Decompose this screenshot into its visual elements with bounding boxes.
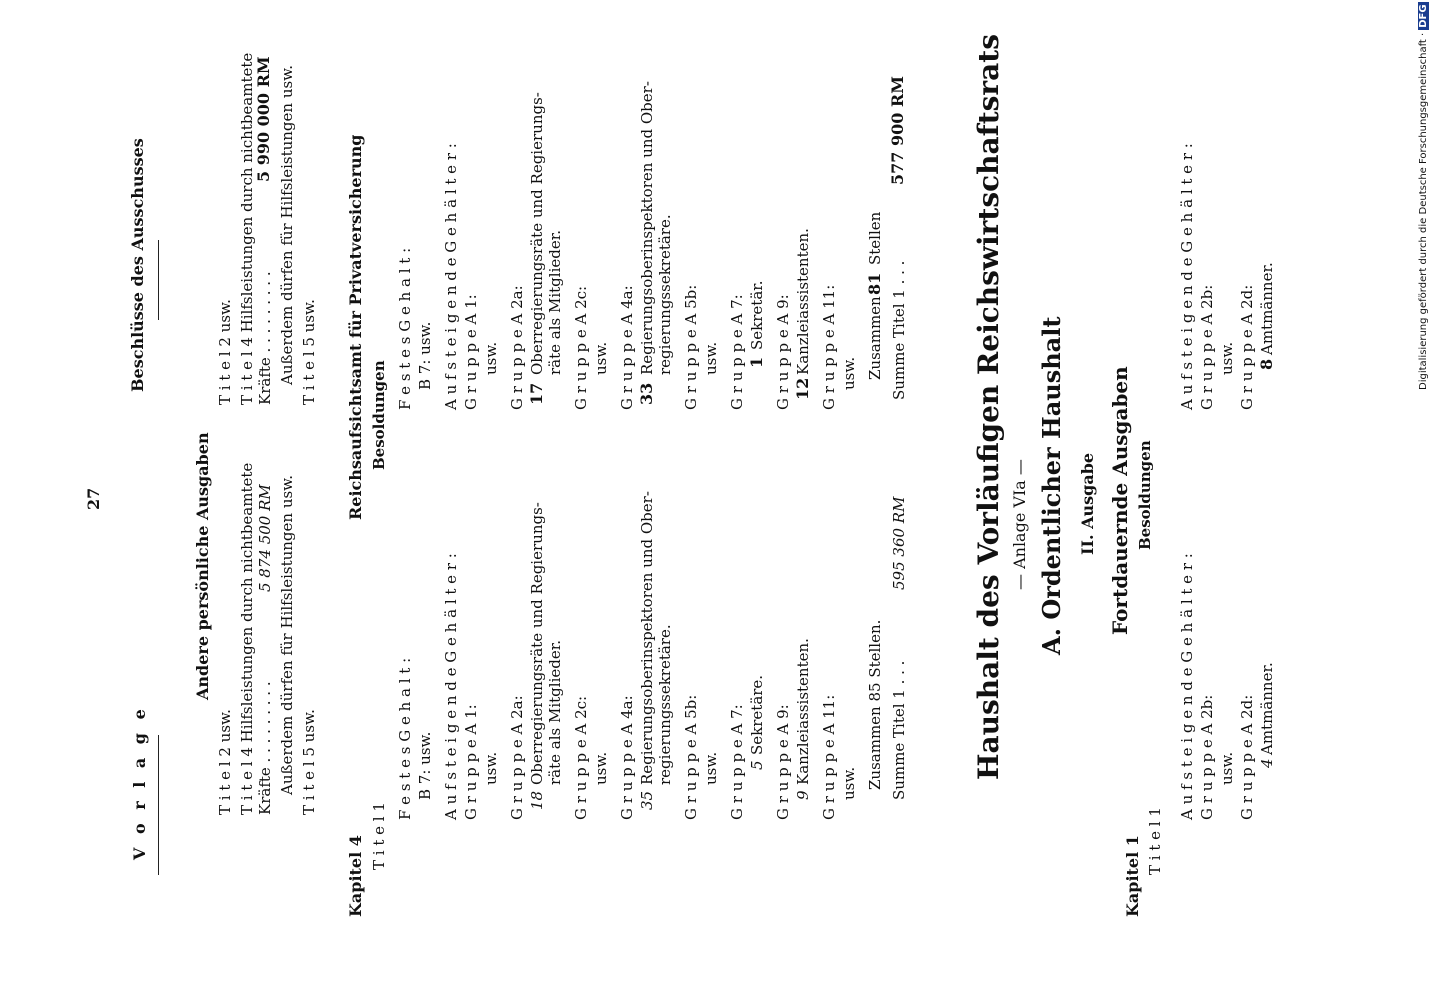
bottom-left-ga2d-count: 4 — [1258, 758, 1276, 768]
left-titel5: T i t e l 5 usw. — [300, 709, 318, 815]
ii-ausgabe: II. Ausgabe — [1078, 452, 1097, 555]
right-ga2c-usw: usw. — [592, 341, 610, 375]
left-ga7-count: 5 — [748, 760, 766, 770]
left-ga11: G r u p p e A 11: — [820, 694, 838, 820]
left-ga4a-text2: regierungssekretäre. — [656, 624, 674, 785]
vorlage-rule — [158, 735, 159, 875]
right-titel4-line1: T i t e l 4 Hilfsleistungen durch nichtbeamtete — [238, 52, 256, 405]
left-titel4-amount: 5 874 500 RM — [256, 484, 274, 592]
right-ga7-count: 1 — [747, 356, 766, 368]
left-ga4a: G r u p p e A 4a: — [618, 695, 636, 820]
right-ga2a: G r u p p e A 2a: — [508, 285, 526, 410]
right-zusammen-text: Stellen — [866, 211, 884, 265]
footer-text: Digitalisierung gefördert durch die Deutsche Forschungsgemeinschaft · — [1418, 32, 1429, 390]
left-ga2a-text2: räte als Mitglieder. — [546, 639, 564, 785]
bottom-left-aufsteigende: A u f s t e i g e n d e G e h ä l t e r : — [1178, 553, 1196, 820]
right-ga4a: G r u p p e A 4a: — [618, 285, 636, 410]
page-number: 27 — [84, 487, 103, 510]
right-titel4-line2: Kräfte . . . . . . . . . — [256, 271, 274, 405]
right-ga2a-count: 17 — [527, 382, 546, 405]
right-ga4a-text2: regierungssekretäre. — [656, 214, 674, 375]
left-ga2a-count: 18 — [528, 790, 546, 810]
left-ga11-usw: usw. — [840, 766, 858, 800]
right-ga9-text: Kanzleiassistenten. — [794, 228, 812, 375]
right-ga9-count: 12 — [793, 377, 812, 400]
bottom-left-ga2d-text: Amtmänner. — [1258, 662, 1276, 755]
left-ga2c: G r u p p e A 2c: — [572, 695, 590, 820]
bottom-left-ga2b: G r u p p e A 2b: — [1198, 694, 1216, 820]
bottom-right-ga2d-count: 8 — [1257, 358, 1276, 370]
right-zusammen-count: 81 — [865, 272, 884, 295]
bottom-right-usw: usw. — [1218, 341, 1236, 375]
right-titel4-amount: 5 990 000 RM — [254, 56, 273, 182]
reich-besoldungen: Besoldungen — [370, 360, 388, 470]
left-ga2c-usw: usw. — [592, 751, 610, 785]
left-ga7-text: Sekretäre. — [748, 674, 766, 755]
right-ga2a-text2: räte als Mitglieder. — [546, 229, 564, 375]
bottom-kapitel1: Kapitel 1 — [1123, 835, 1142, 917]
left-ga2a: G r u p p e A 2a: — [508, 695, 526, 820]
beschluesse-header: Beschlüsse des Ausschusses — [128, 138, 147, 392]
right-zusammen: Zusammen — [866, 296, 884, 380]
left-kapitel4: Kapitel 4 — [346, 835, 365, 917]
right-ga11-usw: usw. — [840, 356, 858, 390]
left-ga4a-count: 35 — [638, 790, 656, 810]
haushalt-title: Haushalt des Vorläufigen Reichswirtschaftsrats — [972, 34, 1005, 780]
left-ga4a-text1: Regierungsoberinspektoren und Ober- — [638, 491, 656, 785]
left-ga5b-usw: usw. — [702, 751, 720, 785]
left-ga9: G r u p p e A 9: — [774, 704, 792, 820]
fortdauernde-ausgaben: Fortdauernde Ausgaben — [1108, 366, 1132, 635]
ordentlicher-haushalt: A. Ordentlicher Haushalt — [1037, 316, 1066, 655]
right-ga1: G r u p p e A 1: — [462, 294, 480, 410]
right-ga2a-text1: Oberregierungsräte und Regierungs- — [528, 92, 546, 375]
bottom-besoldungen: Besoldungen — [1136, 440, 1154, 550]
right-b7: B 7: usw. — [416, 321, 434, 390]
right-ga5b-usw: usw. — [702, 341, 720, 375]
right-ausserdem: Außerdem dürfen für Hilfsleistungen usw. — [278, 64, 296, 385]
left-ausserdem: Außerdem dürfen für Hilfsleistungen usw. — [278, 474, 296, 795]
digitization-footer — [1418, 2, 1429, 390]
left-titel2: T i t e l 2 usw. — [216, 709, 234, 815]
right-ga11: G r u p p e A 11: — [820, 284, 838, 410]
right-summe-amount: 577 900 RM — [888, 76, 907, 185]
beschluesse-rule — [158, 240, 159, 320]
left-ga2a-text1: Oberregierungsräte und Regierungs- — [528, 502, 546, 785]
right-titel5: T i t e l 5 usw. — [300, 299, 318, 405]
left-titel4-line1: T i t e l 4 Hilfsleistungen durch nichtbeamtete — [238, 462, 256, 815]
left-summe: Summe Titel 1 . . . — [890, 660, 908, 800]
left-ga1-usw: usw. — [482, 751, 500, 785]
anlage-label: — Anlage VIa — — [1010, 459, 1029, 590]
right-ga2c: G r u p p e A 2c: — [572, 285, 590, 410]
left-summe-amount: 595 360 RM — [890, 496, 908, 590]
left-zusammen: Zusammen 85 Stellen. — [866, 619, 884, 790]
andere-heading: Andere persönliche Ausgaben — [193, 432, 212, 700]
left-aufsteigende: A u f s t e i g e n d e G e h ä l t e r : — [442, 553, 460, 820]
right-aufsteigende: A u f s t e i g e n d e G e h ä l t e r : — [442, 143, 460, 410]
right-ga4a-count: 33 — [637, 382, 656, 405]
vorlage-header: V o r l a g e — [130, 705, 149, 860]
bottom-left-ga2d: G r u p p e A 2d: — [1238, 694, 1256, 820]
reich-title: Reichsaufsichtsamt für Privatversicherung — [346, 134, 365, 520]
right-festes: F e s t e s G e h a l t : — [396, 247, 414, 410]
bottom-left-usw: usw. — [1218, 751, 1236, 785]
left-b7: B 7: usw. — [416, 731, 434, 800]
bottom-titel1: T i t e l 1 — [1146, 807, 1164, 875]
right-ga1-usw: usw. — [482, 341, 500, 375]
right-ga9: G r u p p e A 9: — [774, 294, 792, 410]
right-summe: Summe Titel 1 . . . — [890, 260, 908, 400]
bottom-right-aufsteigende: A u f s t e i g e n d e G e h ä l t e r : — [1178, 143, 1196, 410]
bottom-right-ga2d: G r u p p e A 2d: — [1238, 284, 1256, 410]
right-titel2: T i t e l 2 usw. — [216, 299, 234, 405]
bottom-right-ga2d-text: Amtmänner. — [1258, 262, 1276, 355]
left-ga9-count: 9 — [794, 790, 812, 800]
left-festes: F e s t e s G e h a l t : — [396, 657, 414, 820]
left-ga9-text: Kanzleiassistenten. — [794, 638, 812, 785]
right-ga4a-text1: Regierungsoberinspektoren und Ober- — [638, 81, 656, 375]
left-ga5b: G r u p p e A 5b: — [682, 694, 700, 820]
right-ga7: G r u p p e A 7: — [728, 294, 746, 410]
bottom-right-ga2b: G r u p p e A 2b: — [1198, 284, 1216, 410]
right-ga7-text: Sekretär. — [748, 280, 766, 350]
dfg-logo: DFG — [1418, 4, 1429, 28]
left-ga1: G r u p p e A 1: — [462, 704, 480, 820]
left-titel4-line2: Kräfte . . . . . . . . . — [256, 681, 274, 815]
left-ga7: G r u p p e A 7: — [728, 704, 746, 820]
right-ga5b: G r u p p e A 5b: — [682, 284, 700, 410]
left-titel1: T i t e l 1 — [370, 802, 388, 870]
